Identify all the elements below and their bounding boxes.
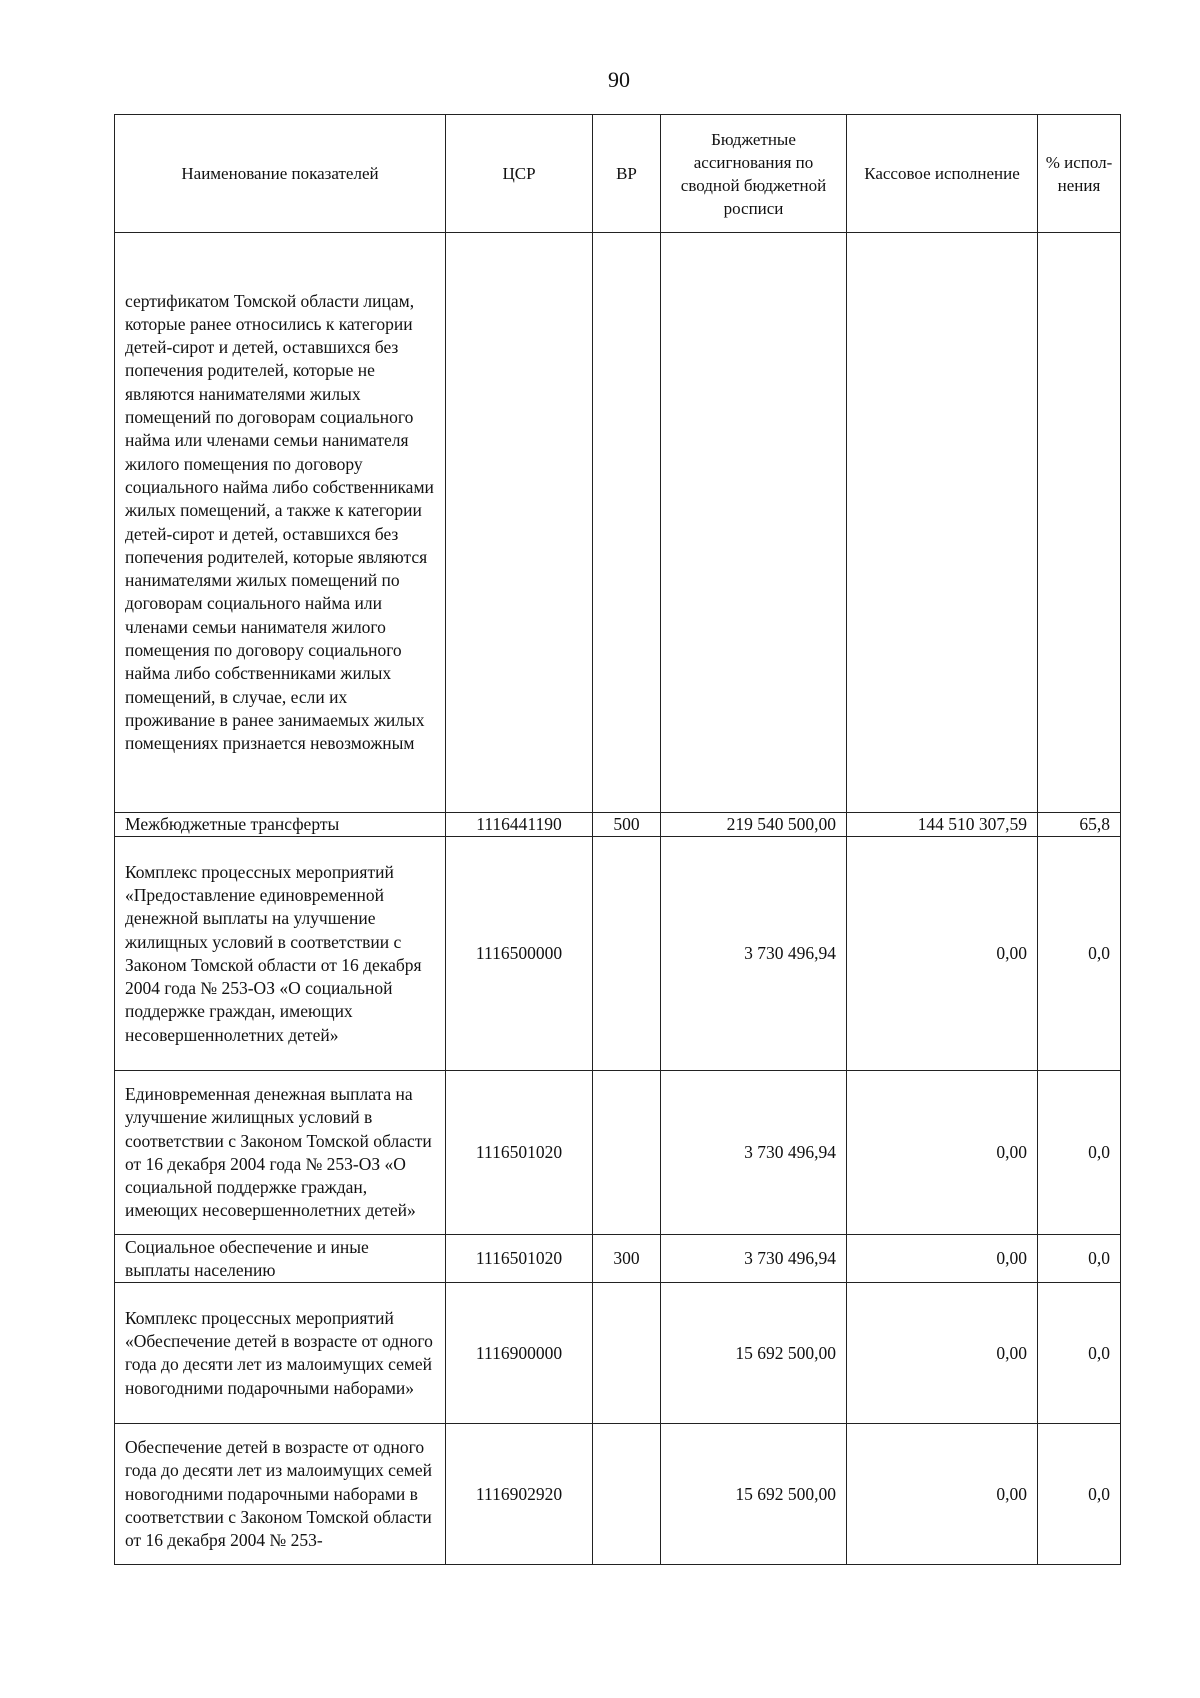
- row-name: Обеспечение детей в возрасте от одного года до десяти лет из малоимущих семей новогодними подарочными наборами в соответствии с Законом Томской области от 16 декабря 2004 № 253-: [115, 1424, 446, 1565]
- row-budget: [661, 233, 847, 813]
- header-csr: ЦСР: [446, 115, 593, 233]
- row-cash: 0,00: [847, 1424, 1038, 1565]
- table-row: [115, 1283, 1121, 1424]
- row-name: Единовременная денежная выплата на улучшение жилищных условий в соответствии с Законом Томской области от 16 декабря 2004 года № 253-ОЗ «О социальной поддержке граждан, имеющих несовершеннолетних детей»: [115, 1071, 446, 1235]
- row-vr: [593, 233, 661, 813]
- row-vr: [593, 837, 661, 1071]
- row-budget: 3 730 496,94: [661, 1071, 847, 1235]
- row-csr: 1116902920: [446, 1424, 593, 1565]
- row-budget: 15 692 500,00: [661, 1283, 847, 1424]
- row-pct: 0,0: [1038, 1235, 1121, 1283]
- row-pct: [1038, 233, 1121, 813]
- row-csr: 1116501020: [446, 1235, 593, 1283]
- row-cash: 0,00: [847, 837, 1038, 1071]
- table-row: [115, 1235, 1121, 1283]
- header-name: Наименование показателей: [115, 115, 446, 233]
- row-budget: 3 730 496,94: [661, 1235, 847, 1283]
- row-pct: 65,8: [1038, 813, 1121, 837]
- row-name: сертификатом Томской области лицам, которые ранее относились к категории детей-сирот и детей, оставшихся без попечения родителей, которые не являются нанимателями жилых помещений по договорам социального найма или членами семьи нанимателя жилого помещения по договору социального найма либо собственниками жилых помещений, а также к категории детей-сирот и детей, оставшихся без попечения родителей, которые являются нанимателями жилых помещений по договорам социального найма или членами семьи нанимателя жилого помещения по договору социального найма либо собственниками жилых помещений, в случае, если их проживание в ранее занимаемых жилых помещениях признается невозможным: [115, 233, 446, 813]
- row-vr: [593, 1424, 661, 1565]
- row-pct: 0,0: [1038, 837, 1121, 1071]
- row-pct: 0,0: [1038, 1283, 1121, 1424]
- page-number: 90: [608, 67, 630, 92]
- row-pct: 0,0: [1038, 1424, 1121, 1565]
- row-cash: 0,00: [847, 1283, 1038, 1424]
- row-cash: 0,00: [847, 1235, 1038, 1283]
- budget-table: [114, 114, 1121, 1565]
- header-pct: % испол-нения: [1038, 115, 1121, 233]
- row-budget: 3 730 496,94: [661, 837, 847, 1071]
- table-row: [115, 1424, 1121, 1565]
- header-row: [115, 115, 1121, 233]
- row-name: Социальное обеспечение и иные выплаты населению: [115, 1235, 446, 1283]
- row-csr: 1116500000: [446, 837, 593, 1071]
- header-cash: Кассовое исполнение: [847, 115, 1038, 233]
- row-vr: 300: [593, 1235, 661, 1283]
- table-row: [115, 1071, 1121, 1235]
- row-name: Комплекс процессных мероприятий «Предоставление единовременной денежной выплаты на улучшение жилищных условий в соответствии с Законом Томской области от 16 декабря 2004 года № 253-ОЗ «О социальной поддержке граждан, имеющих несовершеннолетних детей»: [115, 837, 446, 1071]
- row-budget: 15 692 500,00: [661, 1424, 847, 1565]
- header-budget: Бюджетные ассигнования по сводной бюджетной росписи: [661, 115, 847, 233]
- row-pct: 0,0: [1038, 1071, 1121, 1235]
- row-vr: [593, 1071, 661, 1235]
- row-cash: [847, 233, 1038, 813]
- row-csr: 1116900000: [446, 1283, 593, 1424]
- row-vr: [593, 1283, 661, 1424]
- row-csr: 1116501020: [446, 1071, 593, 1235]
- row-cash: 144 510 307,59: [847, 813, 1038, 837]
- header-vr: ВР: [593, 115, 661, 233]
- row-vr: 500: [593, 813, 661, 837]
- table-row: [115, 233, 1121, 813]
- row-name: Межбюджетные трансферты: [115, 813, 446, 837]
- row-csr: [446, 233, 593, 813]
- table-row: [115, 813, 1121, 837]
- table-row: [115, 837, 1121, 1071]
- row-csr: 1116441190: [446, 813, 593, 837]
- row-budget: 219 540 500,00: [661, 813, 847, 837]
- row-name: Комплекс процессных мероприятий «Обеспечение детей в возрасте от одного года до десяти лет из малоимущих семей новогодними подарочными наборами»: [115, 1283, 446, 1424]
- row-cash: 0,00: [847, 1071, 1038, 1235]
